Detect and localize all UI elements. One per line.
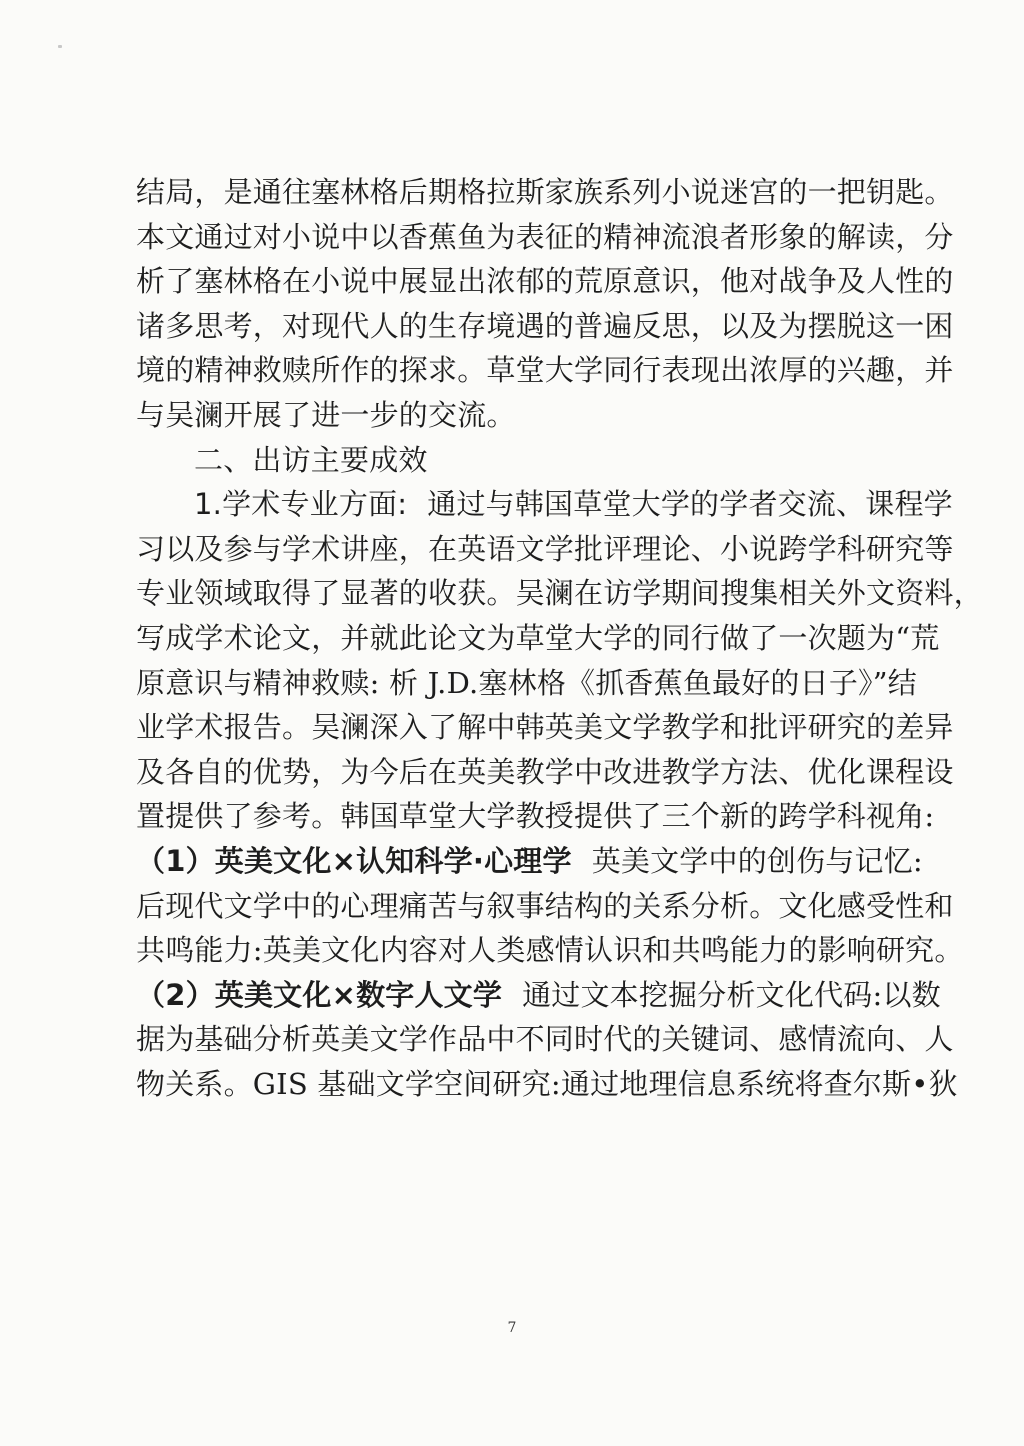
- text-line: 后现代文学中的心理痛苦与叙事结构的关系分析。文化感受性和: [136, 888, 954, 923]
- item-first-line: [136, 973, 941, 1018]
- text-line: 诸多思考，对现代人的生存境遇的普遍反思，以及为摆脱这一困: [136, 308, 954, 343]
- paragraph-academic-results: [136, 482, 983, 839]
- text-line: 本文通过对小说中以香蕉鱼为表征的精神流浪者形象的解读，分: [136, 219, 954, 254]
- paragraph-continuation: [136, 170, 954, 438]
- text-segment: 英美文学中的创伤与记忆:: [591, 843, 923, 878]
- document-body: [136, 170, 983, 1106]
- text-line: 专业领域取得了显著的收获。吴澜在访学期间搜集相关外文资料，: [136, 576, 983, 611]
- item-label: （2）英美文化×数字人文学: [136, 977, 503, 1012]
- text-line: 共鸣能力:英美文化内容对人类感情认识和共鸣能力的影响研究。: [136, 933, 964, 968]
- text-line: 境的精神救赎所作的探求。草堂大学同行表现出浓厚的兴趣，并: [136, 353, 954, 388]
- text-segment: 通过文本挖掘分析文化代码:以数: [522, 977, 941, 1012]
- text-line: 置提供了参考。韩国草堂大学教授提供了三个新的跨学科视角:: [136, 799, 935, 834]
- text-line: 据为基础分析英美文学作品中不同时代的关键词、感情流向、人: [136, 1022, 954, 1057]
- text-line: 原意识与精神救赎: 析 J.D.塞林格《抓香蕉鱼最好的日子》”结: [136, 665, 917, 700]
- item-first-line: [136, 839, 923, 884]
- text-segment: 通过与韩国草堂大学的学者交流、课程学: [427, 487, 953, 522]
- text-line: 物关系。GIS 基础文学空间研究:通过地理信息系统将查尔斯•狄: [136, 1066, 958, 1101]
- text-line: 结局，是通往塞林格后期格拉斯家族系列小说迷宫的一把钥匙。: [136, 175, 954, 209]
- text-line: 析了塞林格在小说中展显出浓郁的荒原意识，他对战争及人性的: [136, 264, 954, 299]
- text-line: 习以及参与学术讲座，在英语文学批评理论、小说跨学科研究等: [136, 531, 954, 566]
- paragraph-first-line: [136, 482, 953, 527]
- text-line: 写成学术论文，并就此论文为草堂大学的同行做了一次题为“荒: [136, 620, 940, 655]
- text-line: 与吴澜开展了进一步的交流。: [136, 397, 516, 432]
- text-line: 业学术报告。吴澜深入了解中韩英美文学教学和批评研究的差异: [136, 710, 954, 745]
- list-item-perspective-1: [136, 839, 964, 973]
- item-label: （1）英美文化×认知科学·心理学: [136, 843, 572, 878]
- section-heading: 二、出访主要成效: [194, 442, 428, 477]
- list-item-perspective-2: [136, 973, 958, 1107]
- page-number: 7: [507, 1320, 517, 1336]
- text-line: 及各自的优势，为今后在英美教学中改进教学方法、优化课程设: [136, 754, 954, 789]
- scan-speck: [58, 45, 62, 48]
- paragraph-lead-label: 1.学术专业方面:: [194, 487, 408, 522]
